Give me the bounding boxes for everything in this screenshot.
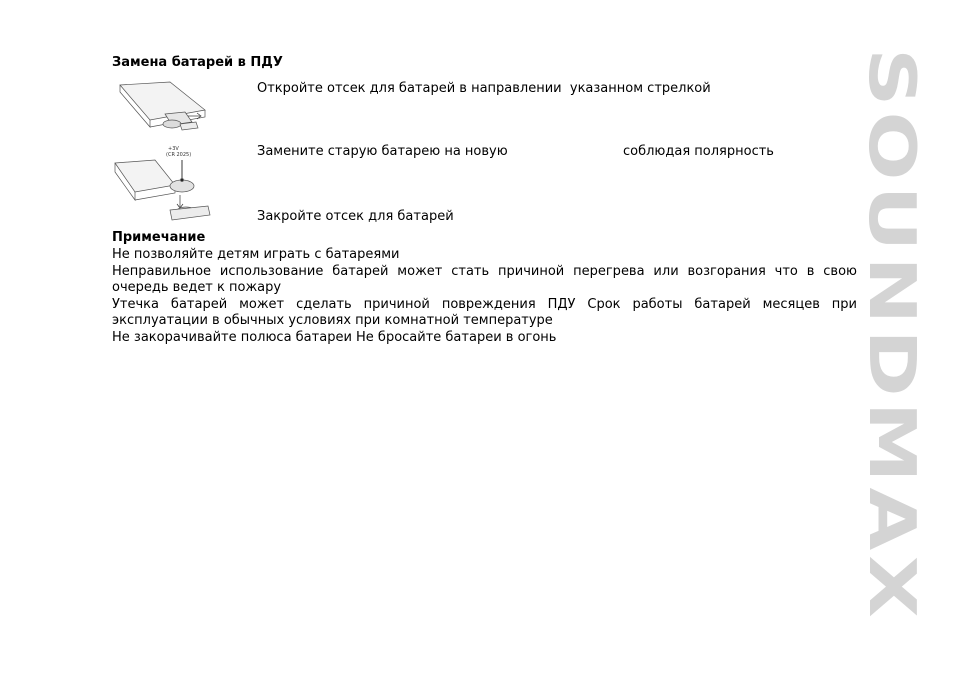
step-close-compartment: Закройте отсек для батарей [257, 209, 454, 224]
section-heading: Замена батарей в ПДУ [112, 55, 283, 70]
note-item: Не закорачивайте полюса батареи Не бросайте батареи в огонь [112, 329, 557, 345]
step-replace-battery: Замените старую батарею на новую [257, 144, 508, 159]
note-item: Неправильное использование батарей может стать причиной перегрева или возгорания что в свою очередь ведет к пожару [112, 263, 857, 295]
brand-wordmark: SOUNDMAX [854, 48, 928, 502]
step-open-compartment: Откройте отсек для батарей в направлении указанном стрелкой [257, 81, 711, 96]
replace-battery-drawing [115, 160, 210, 220]
note-list [112, 247, 857, 346]
note-title: Примечание [112, 230, 206, 245]
open-compartment-drawing [120, 82, 205, 130]
battery-voltage-label: +3V [168, 146, 179, 152]
brand-logo [854, 48, 928, 628]
battery-model-label: (CR 2025) [166, 152, 192, 158]
note-item: Не позволяйте детям играть с батареями [112, 247, 400, 262]
step-polarity: соблюдая полярность [623, 144, 774, 159]
note-item: Утечка батарей может сделать причиной повреждения ПДУ Срок работы батарей месяцев при эксплуатации в обычных условиях при комнатной температуре [112, 296, 857, 328]
remote-battery-illustration [110, 80, 220, 230]
